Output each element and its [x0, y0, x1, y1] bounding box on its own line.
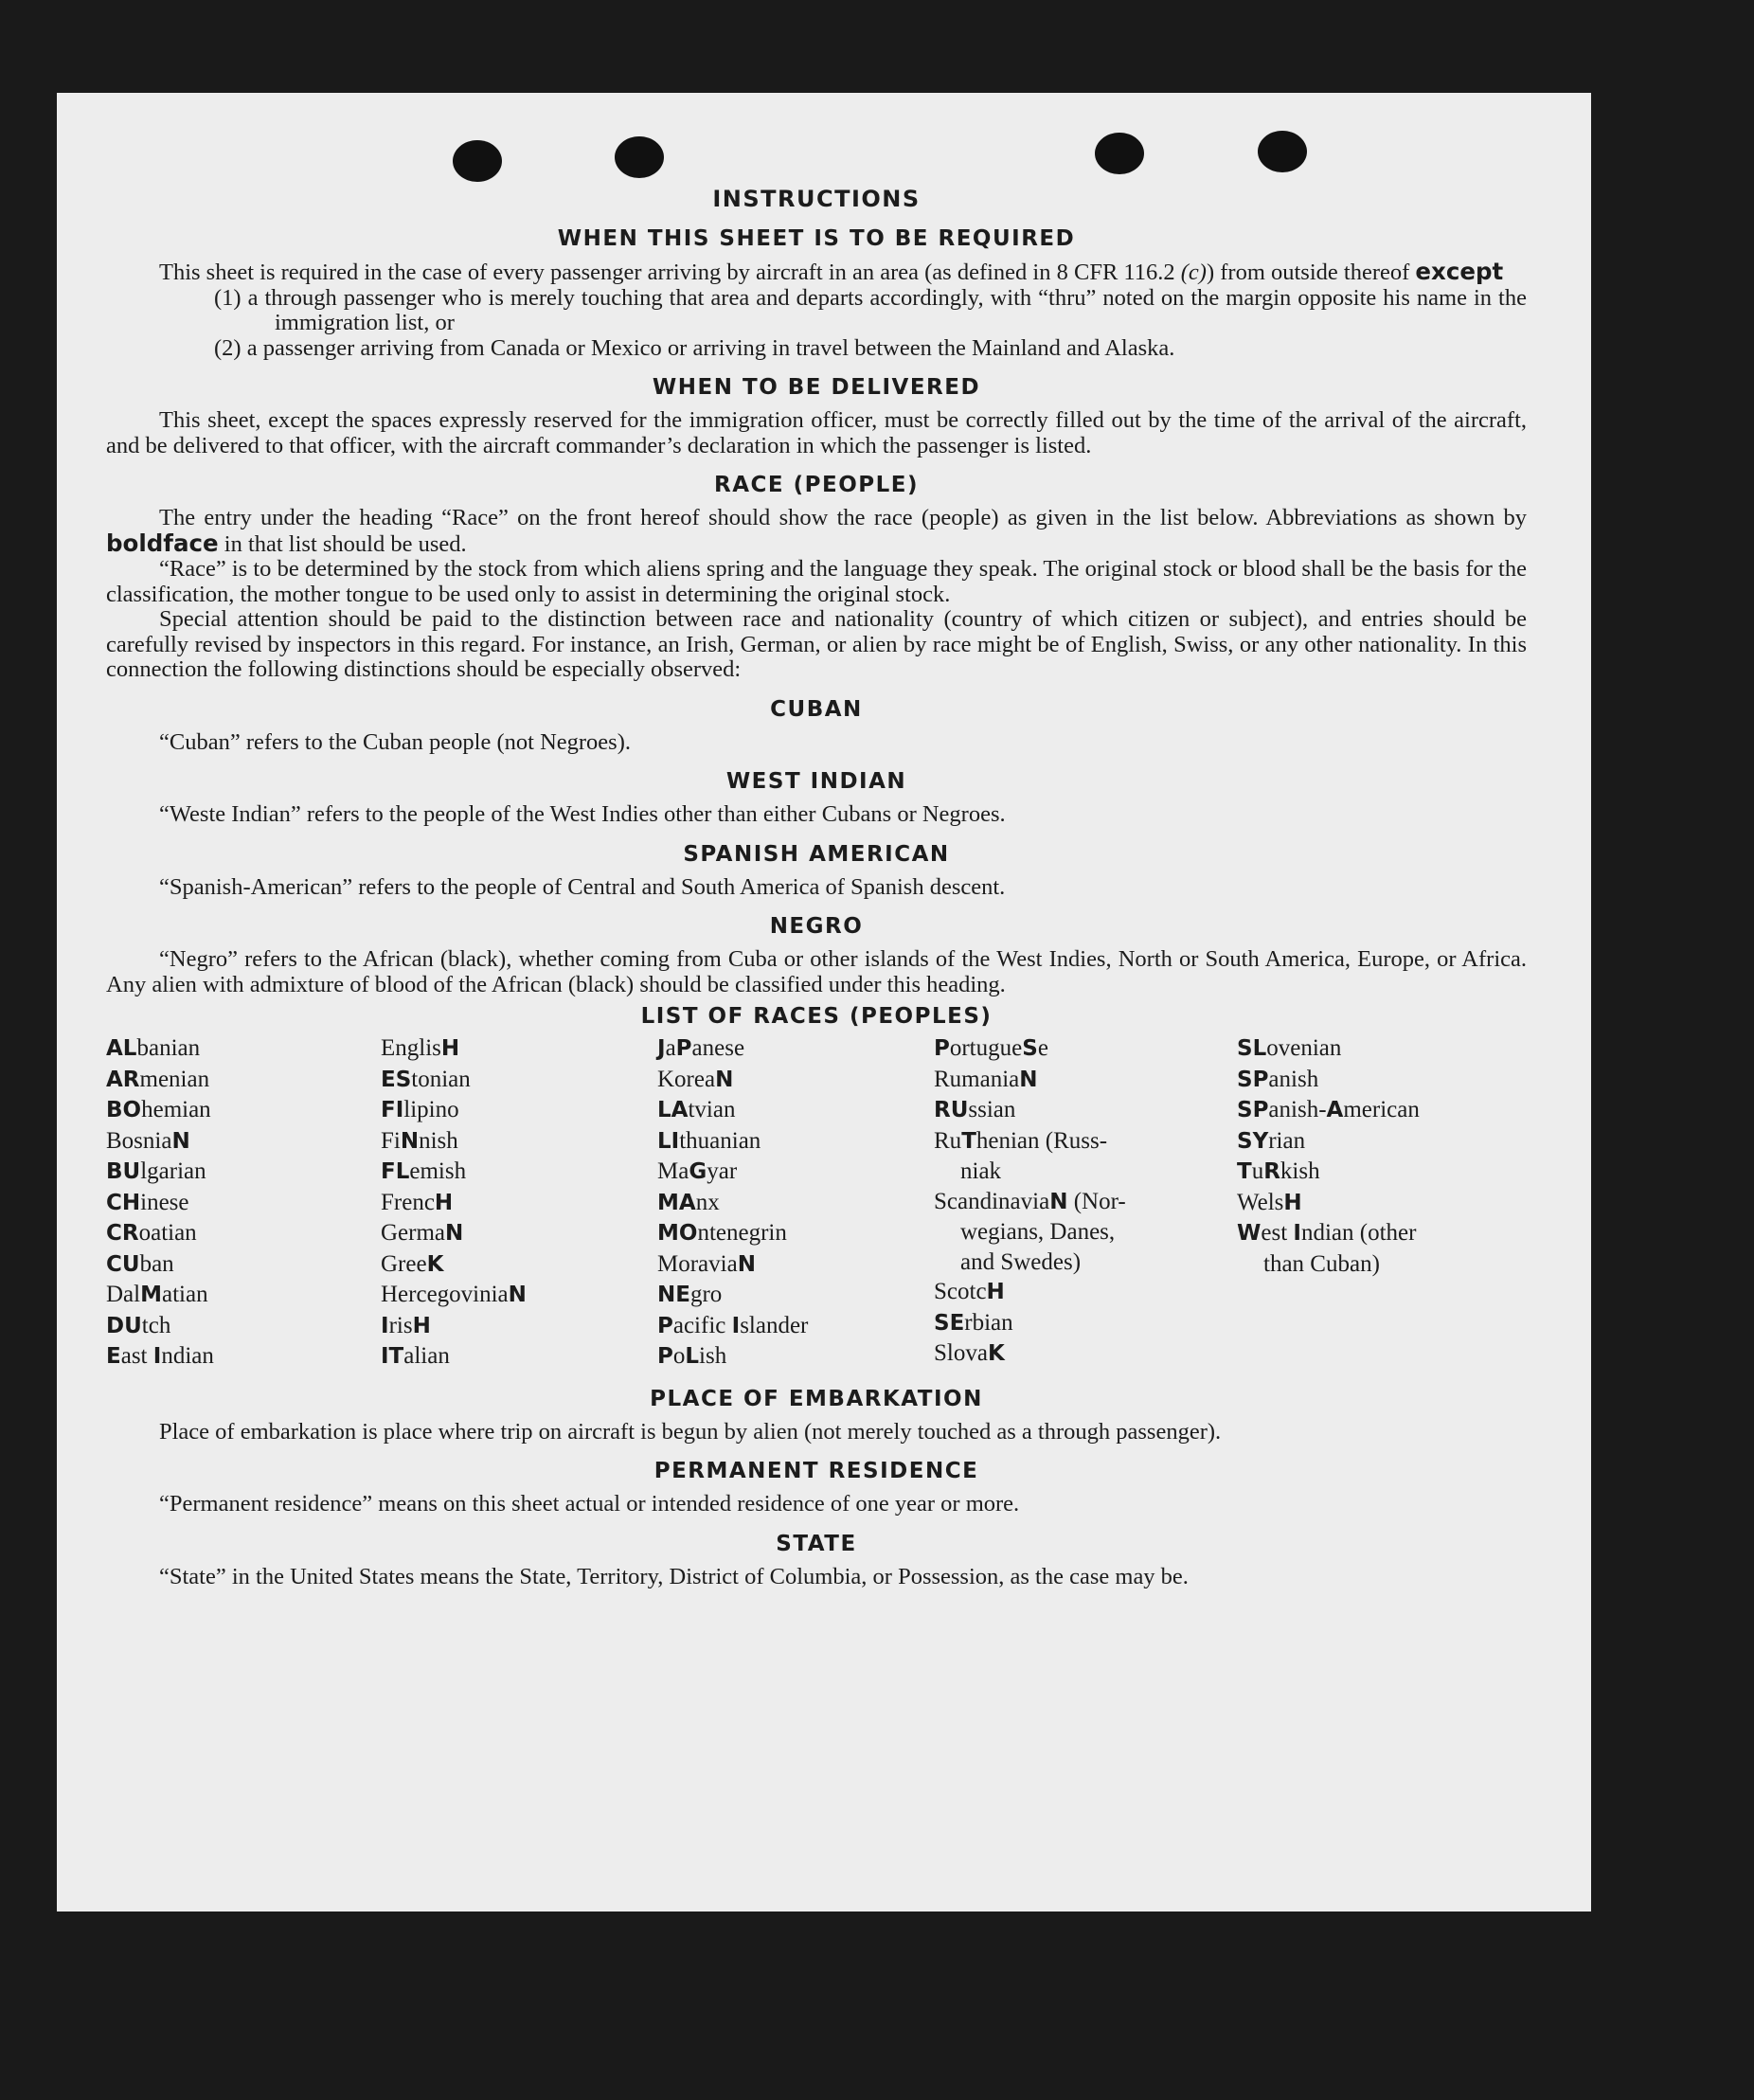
race-entry: FIlipino: [381, 1097, 459, 1122]
race-entry: FLemish: [381, 1158, 467, 1184]
negro-text: “Negro” refers to the African (black), whether coming from Cuba or other islands of the West Indies, North or South America, Europe, or Africa. Any alien with admixture of blood of the African (black) should be classified under this heading.: [106, 946, 1527, 997]
race-entry: MoraviaN: [657, 1250, 756, 1277]
race-entry: EStonian: [381, 1066, 471, 1092]
race-entry: GermaN: [381, 1220, 464, 1246]
section-heading-negro: NEGRO: [769, 914, 864, 939]
section-heading-delivered: WHEN TO BE DELIVERED: [652, 375, 981, 400]
race-entry: ITalian: [381, 1343, 450, 1369]
race-entry: IrisH: [381, 1312, 431, 1338]
race-entry: MaGyar: [657, 1158, 738, 1184]
page-title: INSTRUCTIONS: [712, 186, 921, 212]
section-heading-cuban: CUBAN: [770, 696, 863, 722]
race-entry: RuThenian (Russ-: [934, 1127, 1108, 1154]
section-heading-embarkation: PLACE OF EMBARKATION: [650, 1386, 983, 1411]
race-entry: BUlgarian: [106, 1158, 206, 1184]
race-entry: PoLish: [657, 1343, 727, 1369]
race-entry: RUssian: [934, 1097, 1016, 1122]
race-entry: CRoatian: [106, 1220, 197, 1246]
race-entry: FrencH: [381, 1189, 454, 1215]
race-entry: ARmenian: [106, 1066, 210, 1092]
races-column: [657, 1033, 934, 1373]
race-entry: BOhemian: [106, 1097, 211, 1122]
race-entry: SPanish: [1237, 1066, 1319, 1092]
races-column: [106, 1033, 381, 1373]
required-item-1: (1) a through passenger who is merely touching that area and departs accordingly, with “thru” noted on the margin opposite his name in the immigration list, or: [214, 284, 1527, 335]
races-column: [1237, 1033, 1521, 1373]
spanish-american-text: “Spanish-American” refers to the people of Central and South America of Spanish descent.: [159, 873, 1006, 900]
west-indian-text: “Weste Indian” refers to the people of the West Indies other than either Cubans or Negroes.: [159, 801, 1006, 827]
race-entry: SPanish-American: [1237, 1097, 1420, 1122]
race-entry: EnglisH: [381, 1035, 460, 1061]
race-entry: TuRkish: [1237, 1158, 1320, 1184]
race-entry: WelsH: [1237, 1189, 1302, 1215]
section-heading-residence: PERMANENT RESIDENCE: [653, 1459, 979, 1483]
race-entry: SLovenian: [1237, 1035, 1342, 1061]
race-entry: CUban: [106, 1250, 174, 1277]
race-entry: ScandinaviaN (Nor-: [934, 1188, 1126, 1214]
cuban-text: “Cuban” refers to the Cuban people (not Negroes).: [159, 728, 631, 755]
race-entry: FiNnish: [381, 1127, 458, 1154]
race-entry: RumaniaN: [934, 1066, 1038, 1092]
race-entry: ALbanian: [106, 1035, 201, 1061]
race-entry: and Swedes): [960, 1248, 1082, 1275]
punch-hole: [1258, 131, 1307, 172]
section-heading-races-list: LIST OF RACES (PEOPLES): [640, 1004, 993, 1029]
race-entry: JaPanese: [657, 1035, 745, 1061]
race-entry: Pacific Islander: [657, 1312, 809, 1338]
punch-hole: [615, 136, 664, 178]
race-entry: MAnx: [657, 1189, 720, 1215]
residence-text: “Permanent residence” means on this sheet actual or intended residence of one year or more.: [159, 1491, 1020, 1517]
punch-hole: [1095, 133, 1144, 174]
punch-hole: [453, 140, 502, 182]
race-entry: ScotcH: [934, 1279, 1005, 1304]
section-heading-spanish-american: SPANISH AMERICAN: [683, 841, 950, 867]
race-entry: GreeK: [381, 1250, 444, 1277]
required-item-2: (2) a passenger arriving from Canada or Mexico or arriving in travel between the Mainland and Alaska.: [214, 334, 1175, 361]
race-entry: East Indian: [106, 1343, 214, 1369]
embarkation-text: Place of embarkation is place where trip on aircraft is begun by alien (not merely touched as a through passenger).: [159, 1418, 1222, 1445]
races-column: [381, 1033, 657, 1373]
race-entry: LAtvian: [657, 1097, 736, 1122]
race-entry: SlovaK: [934, 1340, 1005, 1366]
race-entry: LIthuanian: [657, 1127, 761, 1154]
race-entry: wegians, Danes,: [960, 1219, 1116, 1245]
race-entry: niak: [960, 1158, 1002, 1184]
state-text: “State” in the United States means the State, Territory, District of Columbia, or Possession, as the case may be.: [159, 1563, 1189, 1589]
race-entry: than Cuban): [1263, 1250, 1380, 1277]
required-intro: This sheet is required in the case of every passenger arriving by aircraft in an area (as defined in 8 CFR 116.2 (c)) from outside thereof except: [159, 258, 1504, 285]
race-entry: SYrian: [1237, 1127, 1306, 1154]
race-paragraph-1: The entry under the heading “Race” on the front hereof should show the race (people) as given in the list below. Abbreviations as shown by boldface in that list should be used.: [106, 505, 1527, 557]
race-entry: SErbian: [934, 1309, 1013, 1336]
section-heading-required: WHEN THIS SHEET IS TO BE REQUIRED: [557, 226, 1076, 251]
race-entry: PortugueSe: [934, 1035, 1048, 1061]
section-heading-west-indian: WEST INDIAN: [725, 769, 907, 794]
race-entry: HercegoviniaN: [381, 1282, 527, 1307]
races-list: [106, 1033, 1527, 1373]
race-entry: DUtch: [106, 1312, 171, 1338]
delivered-text: This sheet, except the spaces expressly reserved for the immigration officer, must be correctly filled out by the time of the arrival of the aircraft, and be delivered to that officer, with the aircraft commander’s declaration in which the passenger is listed.: [106, 407, 1527, 458]
race-entry: DalMatian: [106, 1282, 208, 1307]
document-sheet: [57, 93, 1591, 1912]
race-paragraph-3: Special attention should be paid to the distinction between race and nationality (country of which citizen or subject), and entries should be carefully revised by inspectors in this regard. For instance, an Irish, German, or alien by race might be of English, Swiss, or any other nationality. In this connection the following distinctions should be especially observed:: [106, 606, 1527, 682]
race-entry: KoreaN: [657, 1066, 734, 1092]
section-heading-race: RACE (PEOPLE): [714, 473, 919, 497]
race-entry: CHinese: [106, 1189, 189, 1215]
race-entry: NEgro: [657, 1282, 723, 1307]
instructions-content: [106, 186, 1527, 1589]
race-entry: West Indian (other: [1237, 1220, 1417, 1246]
race-entry: BosniaN: [106, 1127, 190, 1154]
races-column: [934, 1033, 1237, 1373]
race-entry: MOntenegrin: [657, 1220, 787, 1246]
race-paragraph-2: “Race” is to be determined by the stock from which aliens spring and the language they speak. The original stock or blood shall be the basis for the classification, the mother tongue to be used only to assist in determining the original stock.: [106, 556, 1527, 607]
section-heading-state: STATE: [776, 1531, 857, 1556]
